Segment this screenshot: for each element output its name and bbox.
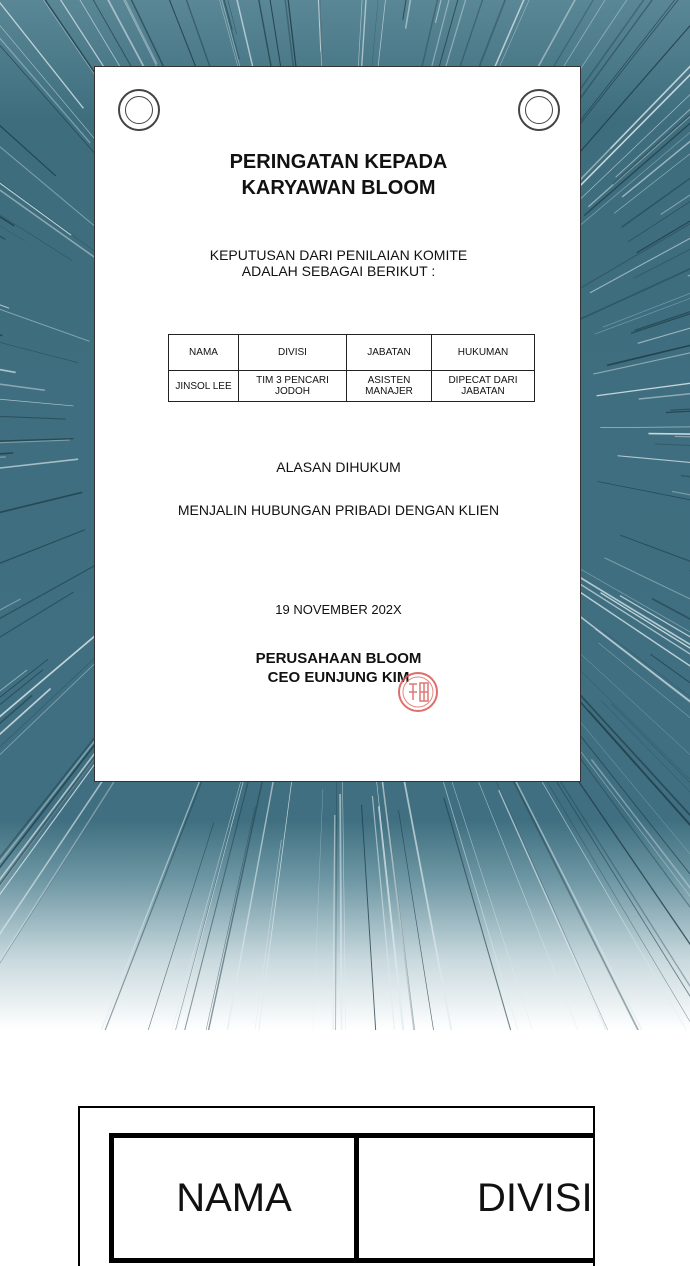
speed-line xyxy=(0,204,78,362)
speed-line xyxy=(145,806,256,1030)
speed-line xyxy=(637,0,690,253)
speed-line xyxy=(220,782,291,1030)
speed-line xyxy=(67,823,214,1030)
speed-line xyxy=(603,104,690,327)
company-line: CEO EUNJUNG KIM xyxy=(95,668,582,687)
speed-line xyxy=(103,828,231,1030)
notice-subtitle-line: ADALAH SEBAGAI BERIKUT : xyxy=(95,263,582,279)
speed-line xyxy=(379,806,435,1030)
speed-line xyxy=(0,0,56,176)
company-signature xyxy=(95,649,582,687)
red-seal-stamp-icon xyxy=(396,670,440,714)
sanction-table xyxy=(168,334,535,402)
speed-line xyxy=(0,309,45,390)
warning-notice-paper xyxy=(94,66,581,782)
speed-line xyxy=(584,0,690,216)
speed-line xyxy=(406,0,488,29)
speed-line xyxy=(331,815,335,1030)
speed-line xyxy=(634,143,690,330)
closeup-header-row xyxy=(112,1136,596,1261)
speed-line xyxy=(300,789,323,1030)
speed-line xyxy=(0,348,73,405)
closeup-header-cell: DIVISI xyxy=(357,1136,596,1261)
table-header-row xyxy=(169,335,535,371)
speed-line xyxy=(0,457,6,503)
speed-line xyxy=(0,440,70,464)
speed-line xyxy=(499,790,690,1030)
speed-line xyxy=(599,643,690,1000)
table-cell: ASISTEN MANAJER xyxy=(347,371,432,402)
table-cell: TIM 3 PENCARI JODOH xyxy=(239,371,347,402)
speed-line xyxy=(0,186,2,335)
speed-line xyxy=(579,0,690,227)
speed-line xyxy=(0,118,9,309)
notice-subtitle-line: KEPUTUSAN DARI PENILAIAN KOMITE xyxy=(95,247,582,263)
closeup-table xyxy=(109,1133,595,1263)
table-cell: DIPECAT DARI JABATAN xyxy=(432,371,535,402)
table-header-cell: DIVISI xyxy=(239,335,347,371)
speed-line xyxy=(0,459,78,530)
speed-line xyxy=(579,577,690,898)
speed-line xyxy=(0,530,85,760)
speed-line xyxy=(0,492,82,643)
speed-line xyxy=(604,558,690,819)
reason-label: ALASAN DIHUKUM xyxy=(95,459,582,475)
speed-line xyxy=(618,456,690,513)
speed-line xyxy=(8,763,207,1030)
speed-line xyxy=(0,394,66,419)
closeup-panel xyxy=(78,1106,595,1266)
speed-line xyxy=(0,128,89,342)
speed-line xyxy=(460,0,625,68)
speed-line xyxy=(0,670,27,980)
reason-text: MENJALIN HUBUNGAN PRIBADI DENGAN KLIEN xyxy=(95,502,582,518)
speed-line xyxy=(600,422,690,428)
table-header-cell: JABATAN xyxy=(347,335,432,371)
speed-line xyxy=(0,0,5,239)
speed-line xyxy=(666,382,690,412)
notice-date: 19 NOVEMBER 202X xyxy=(95,602,582,617)
table-row xyxy=(169,371,535,402)
company-line: PERUSAHAAN BLOOM xyxy=(95,649,582,668)
speed-line xyxy=(0,0,72,261)
speed-line xyxy=(0,272,16,373)
closeup-header-cell: NAMA xyxy=(112,1136,357,1261)
speed-line xyxy=(0,624,109,1012)
table-cell: JINSOL LEE xyxy=(169,371,239,402)
speed-line xyxy=(0,0,71,235)
speed-line xyxy=(611,704,690,1030)
notice-title-line: PERINGATAN KEPADA xyxy=(95,149,582,175)
speed-line xyxy=(0,0,90,143)
notice-subtitle xyxy=(95,247,582,279)
speed-line xyxy=(388,820,452,1030)
speed-line xyxy=(441,774,596,1030)
binder-ring-icon xyxy=(118,89,160,131)
speed-line xyxy=(595,629,690,981)
speed-line xyxy=(595,115,690,334)
table-header-cell: NAMA xyxy=(169,335,239,371)
speed-line xyxy=(297,0,321,52)
binder-ring-icon xyxy=(518,89,560,131)
speed-line xyxy=(672,491,690,592)
speed-line xyxy=(620,535,690,744)
speed-line xyxy=(0,566,95,869)
speed-line xyxy=(607,220,690,366)
speed-line xyxy=(655,444,690,470)
speed-line xyxy=(579,0,690,289)
speed-line xyxy=(0,453,13,493)
speed-line xyxy=(342,767,349,1030)
notice-title xyxy=(95,149,582,201)
speed-line xyxy=(444,798,587,1030)
table-header-cell: HUKUMAN xyxy=(432,335,535,371)
speed-line xyxy=(383,788,451,1030)
speed-line xyxy=(622,0,690,227)
notice-title-line: KARYAWAN BLOOM xyxy=(95,175,582,201)
speed-line xyxy=(681,476,690,549)
speed-line xyxy=(650,654,690,955)
speed-line xyxy=(638,180,690,343)
